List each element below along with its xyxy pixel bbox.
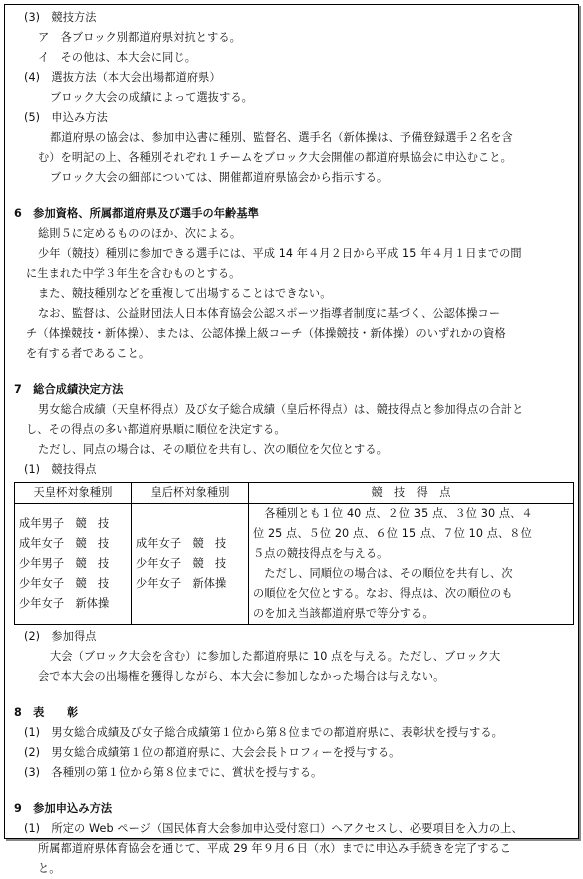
points-line: の順位を欠位とする。なお、得点は、次の順位のも xyxy=(253,587,513,600)
section-7-text-3: ただし、同点の場合は、その順位を共有し、次の順位を欠位とする。 xyxy=(38,443,388,456)
section-8-item-1: (1) 男女総合成績及び女子総合成績第１位から第８位までの都道府県に、表彰状を授与する。 xyxy=(24,726,503,739)
document-body xyxy=(14,8,574,879)
item-2-text-1: 大会（ブロック大会を含む）に参加した都道府県に 10 点を与える。ただし、ブロック大 xyxy=(50,650,501,663)
item-5-text-2: む）を明記の上、各種別それぞれ１チームをブロック大会開催の都道府県協会に申込むこと。 xyxy=(38,151,512,164)
section-9-item-1-text-2: 所属都道府県体育協会を通じて、平成 29 年９月６日（水）までに申込み手続きを完了するこ xyxy=(38,842,512,855)
item-3-b: イ その他は、本大会に同じ。 xyxy=(38,51,197,64)
header-emperor-cup: 天皇杯対象種別 xyxy=(15,483,132,504)
section-8 xyxy=(14,703,574,783)
section-7-text-2: し、その得点の多い都道府県順に順位を決定する。 xyxy=(26,423,286,436)
section-8-item-2: (2) 男女総合成績第１位の都道府県に、大会会長トロフィーを授与する。 xyxy=(24,746,401,759)
item-4-heading: (4) 選抜方法（本大会出場都道府県） xyxy=(24,71,221,84)
emperor-cup-categories xyxy=(15,504,132,625)
item-3-heading: (3) 競技方法 xyxy=(24,11,97,24)
category-item: 少年女子 新体操 xyxy=(19,597,110,610)
section-7-text-1: 男女総合成績（天皇杯得点）及び女子総合成績（皇后杯得点）は、競技得点と参加得点の合計と xyxy=(38,403,524,416)
points-line: ５点の競技得点を与える。 xyxy=(253,547,389,560)
points-line: のを加え当該都道府県で等分する。 xyxy=(253,607,434,620)
table-row xyxy=(15,504,574,625)
header-empress-cup: 皇后杯対象種別 xyxy=(132,483,249,504)
section-5-continued xyxy=(14,8,574,188)
section-6-title: 6 参加資格、所属都道府県及び選手の年齢基準 xyxy=(14,207,259,220)
points-line: 各種別とも１位 40 点、２位 35 点、３位 30 点、４ xyxy=(253,507,533,520)
item-5-text-1: 都道府県の協会は、参加申込書に種別、監督名、選手名（新体操は、予備登録選手２名を含 xyxy=(50,131,513,144)
section-9-item-1-text-3: と。 xyxy=(38,862,61,875)
category-item: 少年女子 新体操 xyxy=(136,577,227,590)
item-2-text-2: 会で本大会の出場権を獲得しながら、本大会に参加しなかった場合は与えない。 xyxy=(38,670,445,683)
competition-points-description xyxy=(249,504,574,625)
points-line: 位 25 点、５位 20 点、６位 15 点、７位 10 点、８位 xyxy=(253,527,532,540)
competition-points-table xyxy=(14,482,574,625)
item-3-a: ア 各ブロック別都道府県対抗とする。 xyxy=(38,31,241,44)
points-line: ただし、同順位の場合は、その順位を共有し、次 xyxy=(253,567,513,580)
section-8-item-3: (3) 各種別の第１位から第８位までに、賞状を授与する。 xyxy=(24,766,323,779)
item-5-heading: (5) 申込み方法 xyxy=(24,111,108,124)
section-9-item-1-text-1: (1) 所定の Web ページ（国民体育大会参加申込受付窓口）へアクセスし、必要項目を入力の上、 xyxy=(24,822,523,835)
section-6-text-7: を有する者であること。 xyxy=(26,347,151,360)
category-item: 成年女子 競 技 xyxy=(19,537,110,550)
section-6-text-5: なお、監督は、公益財団法人日本体育協会公認スポーツ指導者制度に基づく、公認体操コー xyxy=(38,307,501,320)
section-9-title: 9 参加申込み方法 xyxy=(14,802,113,815)
category-item: 少年男子 競 技 xyxy=(19,557,110,570)
item-4-text: ブロック大会の成績によって選抜する。 xyxy=(50,91,253,104)
section-6 xyxy=(14,204,574,364)
item-2-heading: (2) 参加得点 xyxy=(24,630,97,643)
item-1-heading: (1) 競技得点 xyxy=(24,463,97,476)
section-7 xyxy=(14,380,574,687)
category-item: 少年女子 競 技 xyxy=(19,577,110,590)
section-7-title: 7 総合成績決定方法 xyxy=(14,383,124,396)
section-8-title: 8 表 彰 xyxy=(14,706,79,719)
header-competition-points: 競 技 得 点 xyxy=(249,483,574,504)
section-6-text-2: 少年（競技）種別に参加できる選手には、平成 14 年４月２日から平成 15 年４月１日までの間 xyxy=(38,247,522,260)
category-item: 成年女子 競 技 xyxy=(136,537,227,550)
table-header-row xyxy=(15,483,574,504)
item-5-text-3: ブロック大会の細部については、開催都道府県協会から指示する。 xyxy=(50,171,389,184)
section-6-text-4: また、競技種別などを重複して出場することはできない。 xyxy=(38,287,332,300)
empress-cup-categories xyxy=(132,504,249,625)
section-6-text-6: チ（体操競技・新体操）、または、公認体操上級コーチ（体操競技・新体操）のいずれかの資格 xyxy=(26,327,506,340)
section-9 xyxy=(14,799,574,879)
section-6-text-1: 総則５に定めるもののほか、次による。 xyxy=(38,227,242,240)
category-item: 成年男子 競 技 xyxy=(19,517,110,530)
category-item: 少年女子 競 技 xyxy=(136,557,227,570)
section-6-text-3: に生まれた中学３年生を含むものとする。 xyxy=(26,267,241,280)
